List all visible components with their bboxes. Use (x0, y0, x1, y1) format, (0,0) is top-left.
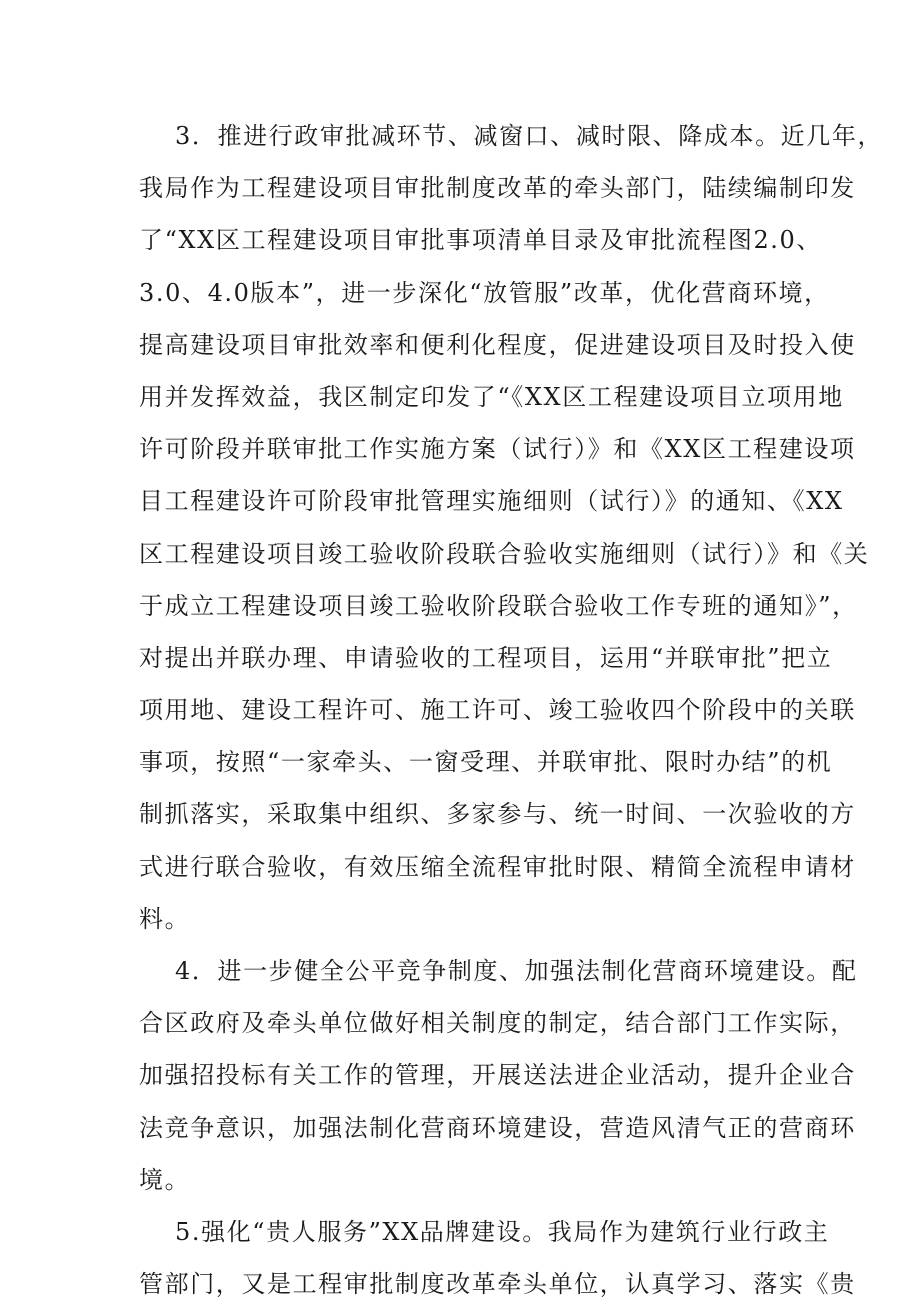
paragraph-line: 许可阶段并联审批工作实施方案（试行）》和《XX区工程建设项 (139, 435, 856, 464)
paragraph-line: 4．进一步健全公平竞争制度、加强法制化营商环境建设。配 (175, 957, 858, 985)
paragraph-3 (139, 110, 884, 945)
paragraph-line: 5.强化“贵人服务”XX品牌建设。我局作为建筑行业行政主 (175, 1217, 830, 1246)
paragraph-line: 境。 (139, 1165, 191, 1194)
paragraph-line: 料。 (139, 904, 191, 933)
paragraph-line: 用并发挥效益，我区制定印发了“《XX区工程建设项目立项用地 (139, 382, 844, 411)
paragraph-4 (139, 945, 858, 1206)
paragraph-line: 项用地、建设工程许可、施工许可、竣工验收四个阶段中的关联 (139, 696, 856, 725)
paragraph-5 (139, 1206, 856, 1310)
paragraph-line: 我局作为工程建设项目审批制度改革的牵头部门，陆续编制印发 (139, 174, 856, 203)
paragraph-line: 3.0、4.0版本”，进一步深化“放管服”改革，优化营商环境， (139, 278, 830, 307)
paragraph-line: 合区政府及牵头单位做好相关制度的制定，结合部门工作实际， (139, 1009, 856, 1038)
paragraph-line: 3．推进行政审批减环节、减窗口、减时限、降成本。近几年， (175, 122, 884, 150)
paragraph-line: 管部门，又是工程审批制度改革牵头单位，认真学习、落实《贵 (139, 1270, 856, 1299)
document-body (139, 110, 884, 1310)
paragraph-line: 加强招投标有关工作的管理，开展送法进企业活动，提升企业合 (139, 1061, 856, 1090)
paragraph-line: 制抓落实，采取集中组织、多家参与、统一时间、一次验收的方 (139, 800, 856, 829)
paragraph-line: 事项，按照“一家牵头、一窗受理、并联审批、限时办结”的机 (139, 748, 833, 777)
paragraph-line: 目工程建设许可阶段审批管理实施细则（试行）》的通知、《XX (139, 487, 844, 516)
paragraph-line: 对提出并联办理、申请验收的工程项目，运用“并联审批”把立 (139, 643, 833, 672)
paragraph-line: 区工程建设项目竣工验收阶段联合验收实施细则（试行）》和《关 (139, 539, 870, 568)
paragraph-line: 了“XX区工程建设项目审批事项清单目录及审批流程图2.0、 (139, 226, 823, 255)
paragraph-line: 法竞争意识，加强法制化营商环境建设，营造风清气正的营商环 (139, 1113, 856, 1142)
paragraph-line: 提高建设项目审批效率和便利化程度，促进建设项目及时投入使 (139, 330, 856, 359)
paragraph-line: 式进行联合验收，有效压缩全流程审批时限、精简全流程申请材 (139, 852, 856, 881)
paragraph-line: 于成立工程建设项目竣工验收阶段联合验收工作专班的通知》”， (139, 591, 858, 620)
